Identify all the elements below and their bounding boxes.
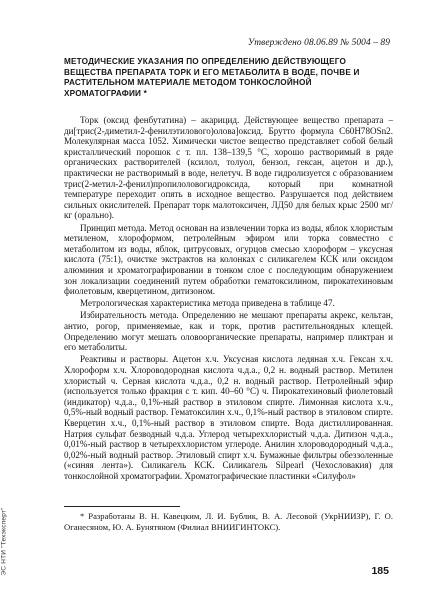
document-body — [64, 115, 393, 483]
paragraph-description: Торк (оксид фенбутатина) – акарицид. Действующее вещество препарата – ди[трис(2-диметил-2-фенилэтилового)олова]оксид. Брутто формула C60H78OSn2. Молекулярная масса 1052. Химически чистое вещество представляет собой белый кристаллический порошок с т. пл. 138–139,5 °С, хорошо растворимый в ряде органических растворителей (ксилол, толуол, бензол, гексан, ацетон и др.), практически не растворимый в воде, нелетуч. В воде гидролизуется с образованием трис(2-метил-2-фенил)пропилоловогидроксида, который при комнатной температуре переходит опять в исходное вещество. Разрушается под действием сильных окислителей. Препарат торк малотоксичен, ЛД50 для белых крыс 2500 мг/кг (орально). — [64, 115, 393, 221]
footnote: * Разработаны В. Н. Кавецким, Л. И. Бублик, В. А. Лесовой (УкрНИИЗР), Г. О. Оганесяном, Ю. А. Бунятяном (Филиал ВНИИГИНТОКС). — [64, 511, 393, 532]
footnote-separator — [64, 506, 180, 507]
page-number: 185 — [371, 565, 389, 577]
side-watermark: ЭС НТИ "Техэксперт" — [0, 507, 8, 576]
approval-line: Утверждено 08.06.89 № 5004 – 89 — [247, 38, 390, 48]
paragraph-metrology: Метрологическая характеристика метода приведена в таблице 47. — [80, 298, 335, 309]
document-title: МЕТОДИЧЕСКИЕ УКАЗАНИЯ ПО ОПРЕДЕЛЕНИЮ ДЕЙСТВУЮЩЕГО ВЕЩЕСТВА ПРЕПАРАТА ТОРК И ЕГО МЕТАБОЛИТА В ВОДЕ, ПОЧВЕ И РАСТИТЕЛЬНОМ МАТЕРИАЛЕ МЕТОДОМ ТОНКОСЛОЙНОЙ ХРОМАТОГРАФИИ * — [64, 57, 360, 98]
paragraph-method-principle: Принцип метода. Метод основан на извлечении торка из воды, яблок хлористым метиленом, хлороформом, петролейным эфиром или торка совместно с метаболитом из воды, яблок, цитрусовых, огурцов смесью хлороформ – уксусная кислота (75:1), очистке экстрактов на колонках с силикагелем КСК или оксидом алюминия и хроматографировании в тонком слое с последующим обнаружением зон локализации соединений путем обработки гематоксилином, пирокатехиновым фиолетовым, кверцетином, дитизоном. — [64, 222, 393, 297]
paragraph-selectivity: Избирательность метода. Определению не мешают препараты акрекс, кельтан, антио, рогор, применяемые, как и торк, против растительноядных клещей. Определению могут мешать оловоорганические препараты, например пликтран и его метаболиты. — [64, 310, 393, 353]
paragraph-reagents: Реактивы и растворы. Ацетон х.ч. Уксусная кислота ледяная х.ч. Гексан х.ч. Хлороформ х.ч. Хлороводородная кислота ч.д.а., 0,2 н. водный раствор. Метилен хлористый ч. Серная кислота ч.д.а., 0,2 н. водный раствор. Петролейный эфир (используется только фракция с т. кип. 40–60 °С) ч. Пирокатехиновый фиолетовый (индикатор) ч.д.а., 0,1%-ный раствор в этиловом спирте. Лимонная кислота х.ч., 0,5%-ный водный раствор. Гематоксилин х.ч., 0,1%-ный раствор в этиловом спирте. Кверцетин х.ч., 0,1%-ный раствор в этиловом спирте. Вода дистиллированная. Натрия сульфат безводный ч.д.а. Углерод четыреххлористый ч.д.а. Дитизон ч.д.а., 0,01%-ный раствор в четыреххлористом углероде. Анилин хлороводородный ч.д.а., 0,02%-ный водный раствор. Этиловый спирт х.ч. Бумажные фильтры обеззоленные («синяя лента»). Силикагель КСК. Силикагель Silpearl (Чехословакия) для тонкослойной хроматографии. Хроматографические пластинки «Силуфол» — [64, 354, 393, 481]
